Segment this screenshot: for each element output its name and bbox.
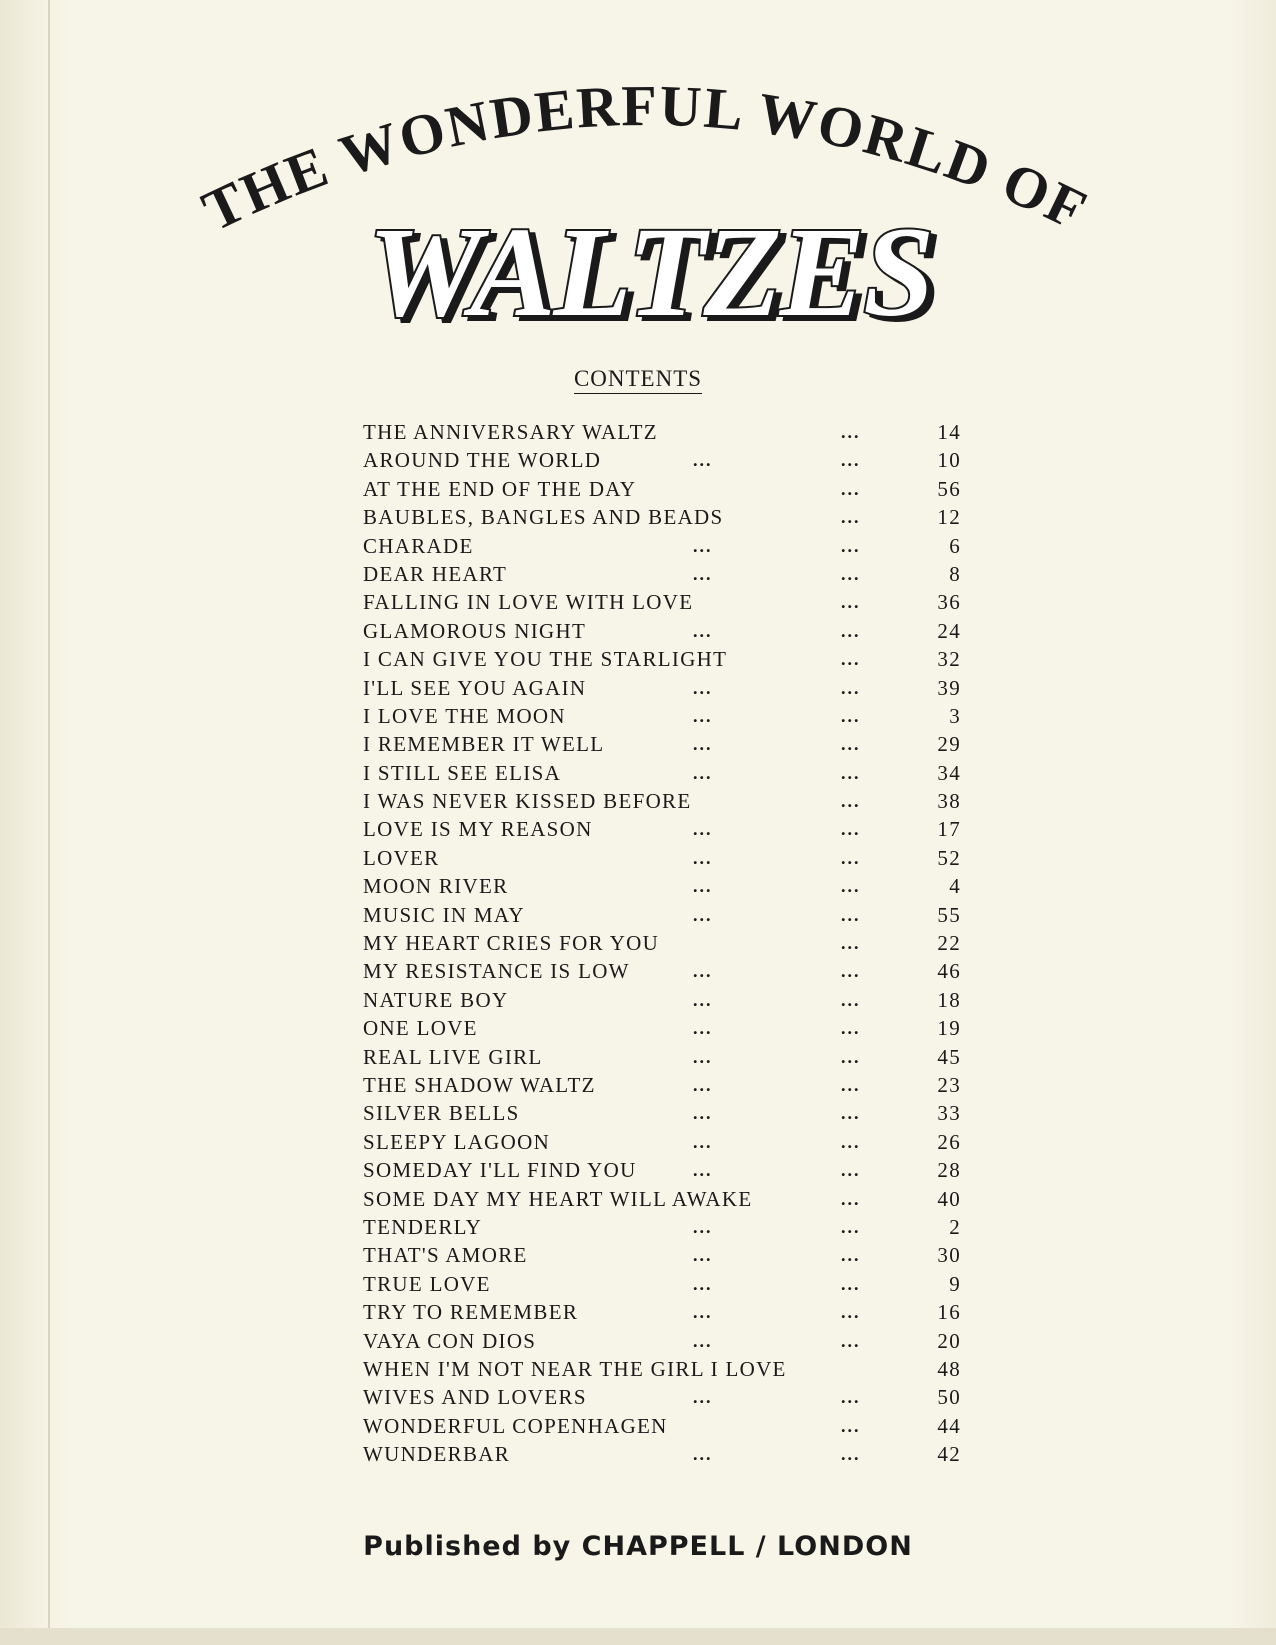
page-bottom-edge — [0, 1628, 1276, 1645]
toc-entry — [363, 448, 963, 476]
toc-entry-title: SILVER BELLS — [363, 1101, 520, 1126]
toc-entry-page-number: 26 — [937, 1129, 961, 1154]
toc-entry-title: REAL LIVE GIRL — [363, 1044, 543, 1069]
toc-entry-leader: ... — [693, 1444, 713, 1465]
toc-entry-leader: ... — [841, 563, 861, 584]
toc-entry-title: GLAMOROUS NIGHT — [363, 618, 587, 643]
toc-entry-page-number: 18 — [937, 987, 961, 1012]
toc-entry — [363, 420, 963, 448]
toc-entry-title: TRUE LOVE — [363, 1271, 491, 1296]
toc-entry-leader: ... — [841, 620, 861, 641]
toc-entry-page-number: 46 — [937, 959, 961, 984]
toc-entry-page-number: 8 — [949, 561, 961, 586]
toc-entry — [363, 903, 963, 931]
toc-entry-leader: ... — [841, 1160, 861, 1181]
toc-entry-title: LOVER — [363, 845, 440, 870]
toc-entry — [363, 1243, 963, 1271]
toc-entry-title: AT THE END OF THE DAY — [363, 476, 637, 501]
toc-entry-leader: ... — [841, 592, 861, 613]
toc-entry — [363, 1158, 963, 1186]
toc-entry-title: MOON RIVER — [363, 874, 509, 899]
toc-entry-title: TENDERLY — [363, 1214, 483, 1239]
toc-entry — [363, 619, 963, 647]
toc-entry-page-number: 12 — [937, 505, 961, 530]
toc-entry — [363, 1442, 963, 1470]
toc-entry — [363, 931, 963, 959]
toc-entry-page-number: 2 — [949, 1214, 961, 1239]
toc-entry-leader: ... — [841, 1387, 861, 1408]
toc-entry-page-number: 20 — [937, 1328, 961, 1353]
toc-entry-leader: ... — [693, 1273, 713, 1294]
toc-entry-title: CHARADE — [363, 533, 474, 558]
toc-entry-page-number: 44 — [937, 1413, 961, 1438]
toc-entry-page-number: 14 — [937, 420, 961, 444]
toc-entry — [363, 590, 963, 618]
toc-entry-title: WIVES AND LOVERS — [363, 1385, 587, 1410]
toc-entry — [363, 676, 963, 704]
toc-entry-title: NATURE BOY — [363, 987, 509, 1012]
toc-entry-leader: ... — [841, 989, 861, 1010]
toc-entry-leader: ... — [693, 535, 713, 556]
toc-entry-leader: ... — [693, 450, 713, 471]
toc-entry — [363, 1073, 963, 1101]
toc-entry — [363, 761, 963, 789]
toc-entry-leader: ... — [841, 1330, 861, 1351]
toc-entry-leader: ... — [693, 1046, 713, 1067]
toc-entry-title: THE ANNIVERSARY WALTZ — [363, 420, 658, 444]
toc-entry-leader: ... — [693, 961, 713, 982]
toc-entry-leader: ... — [841, 705, 861, 726]
toc-entry-page-number: 39 — [937, 675, 961, 700]
toc-entry-page-number: 16 — [937, 1300, 961, 1325]
toc-entry-page-number: 38 — [937, 789, 961, 814]
toc-entry-leader: ... — [693, 847, 713, 868]
toc-entry-page-number: 6 — [949, 533, 961, 558]
title-graphic — [150, 60, 1150, 350]
toc-entry-leader: ... — [841, 933, 861, 954]
toc-entry — [363, 505, 963, 533]
toc-entry-title: SOMEDAY I'LL FIND YOU — [363, 1158, 637, 1183]
toc-entry-page-number: 22 — [937, 931, 961, 956]
toc-entry-leader: ... — [841, 762, 861, 783]
toc-entry-title: I CAN GIVE YOU THE STARLIGHT — [363, 647, 728, 672]
contents-list — [363, 420, 963, 1470]
toc-entry — [363, 1016, 963, 1044]
toc-entry — [363, 1385, 963, 1413]
toc-entry-title: SOME DAY MY HEART WILL AWAKE — [363, 1186, 753, 1211]
toc-entry-leader: ... — [693, 1018, 713, 1039]
toc-entry-leader: ... — [841, 1444, 861, 1465]
toc-entry-leader: ... — [693, 1216, 713, 1237]
contents-heading: CONTENTS — [0, 366, 1276, 392]
toc-entry-leader: ... — [693, 876, 713, 897]
toc-entry-title: LOVE IS MY REASON — [363, 817, 593, 842]
toc-entry-leader: ... — [693, 1131, 713, 1152]
toc-entry-leader: ... — [693, 563, 713, 584]
toc-entry — [363, 477, 963, 505]
toc-entry-title: I'LL SEE YOU AGAIN — [363, 675, 587, 700]
toc-entry-page-number: 32 — [937, 647, 961, 672]
toc-entry-leader: ... — [841, 819, 861, 840]
toc-entry-leader: ... — [841, 1273, 861, 1294]
toc-entry-title: ONE LOVE — [363, 1016, 478, 1041]
toc-entry-leader: ... — [841, 535, 861, 556]
toc-entry — [363, 1101, 963, 1129]
toc-entry — [363, 704, 963, 732]
toc-entry-leader: ... — [841, 450, 861, 471]
toc-entry-leader: ... — [693, 1387, 713, 1408]
toc-entry-leader: ... — [841, 734, 861, 755]
toc-entry — [363, 1187, 963, 1215]
toc-entry-page-number: 56 — [937, 476, 961, 501]
toc-entry-leader: ... — [841, 1103, 861, 1124]
toc-entry-page-number: 52 — [937, 845, 961, 870]
title-main-text: WALTZES — [367, 201, 933, 343]
toc-entry-page-number: 24 — [937, 618, 961, 643]
toc-entry — [363, 562, 963, 590]
toc-entry-page-number: 48 — [937, 1356, 961, 1381]
toc-entry-leader: ... — [841, 1245, 861, 1266]
toc-entry-title: THE SHADOW WALTZ — [363, 1072, 596, 1097]
toc-entry-title: MY HEART CRIES FOR YOU — [363, 931, 660, 956]
toc-entry — [363, 1045, 963, 1073]
toc-entry-page-number: 29 — [937, 732, 961, 757]
toc-entry-leader: ... — [693, 677, 713, 698]
toc-entry — [363, 1300, 963, 1328]
toc-entry-title: THAT'S AMORE — [363, 1243, 528, 1268]
toc-entry-page-number: 45 — [937, 1044, 961, 1069]
toc-entry — [363, 874, 963, 902]
toc-entry-title: AROUND THE WORLD — [363, 448, 602, 473]
toc-entry-leader: ... — [841, 478, 861, 499]
toc-entry-page-number: 10 — [937, 448, 961, 473]
toc-entry-leader: ... — [693, 904, 713, 925]
toc-entry-leader: ... — [841, 1046, 861, 1067]
toc-entry-leader: ... — [841, 876, 861, 897]
binding-edge — [48, 0, 50, 1645]
toc-entry-title: I REMEMBER IT WELL — [363, 732, 605, 757]
toc-entry-title: WHEN I'M NOT NEAR THE GIRL I LOVE — [363, 1356, 787, 1381]
toc-entry-leader: ... — [693, 1302, 713, 1323]
toc-entry-leader: ... — [693, 1074, 713, 1095]
toc-entry-leader: ... — [693, 819, 713, 840]
toc-entry-title: I LOVE THE MOON — [363, 703, 566, 728]
toc-entry-page-number: 19 — [937, 1016, 961, 1041]
toc-entry-leader: ... — [693, 620, 713, 641]
toc-entry-leader: ... — [841, 1188, 861, 1209]
toc-entry — [363, 988, 963, 1016]
toc-entry-leader: ... — [841, 904, 861, 925]
toc-entry-leader: ... — [841, 847, 861, 868]
toc-entry-leader: ... — [693, 705, 713, 726]
toc-entry — [363, 1272, 963, 1300]
toc-entry-page-number: 34 — [937, 760, 961, 785]
toc-entry-title: WUNDERBAR — [363, 1442, 511, 1467]
title-arc-text: THE WONDERFUL WORLD OF — [192, 72, 1098, 244]
toc-entry — [363, 534, 963, 562]
toc-entry — [363, 1130, 963, 1158]
toc-entry-title: SLEEPY LAGOON — [363, 1129, 551, 1154]
toc-entry-title: DEAR HEART — [363, 561, 508, 586]
toc-entry-title: TRY TO REMEMBER — [363, 1300, 579, 1325]
toc-entry-leader: ... — [841, 649, 861, 670]
toc-entry-title: FALLING IN LOVE WITH LOVE — [363, 590, 694, 615]
toc-entry-page-number: 50 — [937, 1385, 961, 1410]
toc-entry — [363, 959, 963, 987]
publisher-line: Published by CHAPPELL / LONDON — [363, 1531, 913, 1562]
toc-entry-leader: ... — [841, 1074, 861, 1095]
toc-entry — [363, 1215, 963, 1243]
toc-entry-leader: ... — [841, 1415, 861, 1436]
toc-entry — [363, 1357, 963, 1385]
toc-entry-leader: ... — [693, 1103, 713, 1124]
toc-entry-page-number: 23 — [937, 1072, 961, 1097]
toc-entry-page-number: 33 — [937, 1101, 961, 1126]
toc-entry-leader: ... — [841, 961, 861, 982]
toc-entry-page-number: 28 — [937, 1158, 961, 1183]
toc-entry — [363, 732, 963, 760]
toc-entry — [363, 817, 963, 845]
toc-entry — [363, 1414, 963, 1442]
toc-entry-title: I STILL SEE ELISA — [363, 760, 562, 785]
toc-entry-page-number: 40 — [937, 1186, 961, 1211]
toc-entry — [363, 789, 963, 817]
toc-entry-page-number: 17 — [937, 817, 961, 842]
toc-entry-leader: ... — [841, 1216, 861, 1237]
toc-entry-page-number: 42 — [937, 1442, 961, 1467]
toc-entry — [363, 846, 963, 874]
toc-entry-leader: ... — [693, 989, 713, 1010]
toc-entry-leader: ... — [841, 422, 861, 442]
toc-entry-leader: ... — [693, 734, 713, 755]
toc-entry-leader: ... — [693, 1330, 713, 1351]
toc-entry-page-number: 3 — [949, 703, 961, 728]
toc-entry-page-number: 9 — [949, 1271, 961, 1296]
toc-entry-title: I WAS NEVER KISSED BEFORE — [363, 789, 692, 814]
toc-entry-leader: ... — [693, 1245, 713, 1266]
toc-entry-leader: ... — [693, 1160, 713, 1181]
toc-entry-page-number: 30 — [937, 1243, 961, 1268]
toc-entry-title: MUSIC IN MAY — [363, 902, 525, 927]
toc-entry-page-number: 55 — [937, 902, 961, 927]
toc-entry-leader: ... — [841, 1302, 861, 1323]
toc-entry-leader: ... — [841, 1018, 861, 1039]
toc-entry-title: WONDERFUL COPENHAGEN — [363, 1413, 668, 1438]
toc-entry-leader: ... — [841, 791, 861, 812]
toc-entry-page-number: 4 — [949, 874, 961, 899]
toc-entry-leader: ... — [841, 507, 861, 528]
toc-entry-page-number: 36 — [937, 590, 961, 615]
toc-entry-leader: ... — [693, 762, 713, 783]
toc-entry-title: BAUBLES, BANGLES AND BEADS — [363, 505, 724, 530]
toc-entry-title: MY RESISTANCE IS LOW — [363, 959, 630, 984]
toc-entry — [363, 1329, 963, 1357]
toc-entry-title: VAYA CON DIOS — [363, 1328, 537, 1353]
toc-entry — [363, 647, 963, 675]
toc-entry-leader: ... — [841, 1131, 861, 1152]
toc-entry-leader: ... — [841, 677, 861, 698]
